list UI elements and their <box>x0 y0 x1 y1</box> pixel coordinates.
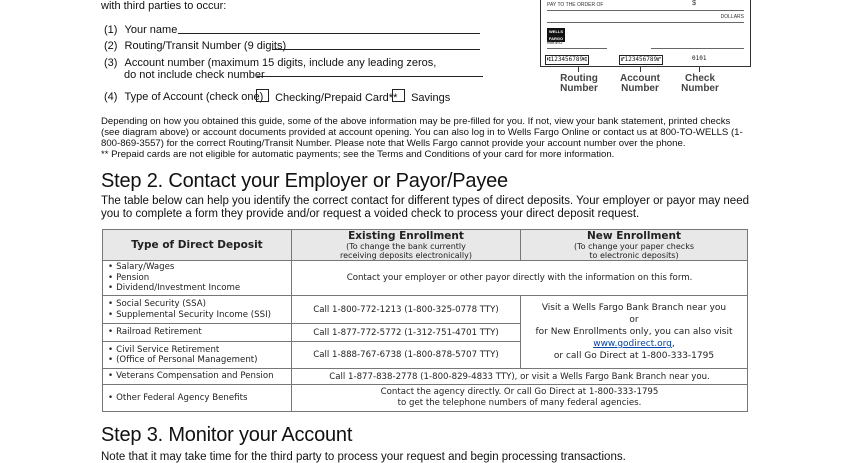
contact-cell: Contact the agency directly. Or call Go Direct at 1-800-333-1795 to get the telephone numbers of many federal agencies. <box>292 385 748 412</box>
account-type-label: Type of Account (check one) <box>124 91 264 103</box>
your-name-input-line[interactable] <box>178 23 480 34</box>
field-number: (2) <box>104 40 118 52</box>
table-row <box>103 385 748 412</box>
account-number-input-line[interactable] <box>257 66 483 77</box>
checking-option[interactable] <box>256 89 397 104</box>
dollars-line: DOLLARS <box>547 14 744 23</box>
col-new-header: New Enrollment (To change your paper checks to electronic deposits) <box>521 230 748 261</box>
col-type-header: Type of Direct Deposit <box>103 230 292 261</box>
routing-number-input-line[interactable] <box>272 39 480 50</box>
micr-check-number: 0101 <box>692 55 707 62</box>
micr-account-number: ⑈123456789⑈ <box>621 56 661 63</box>
field-label: Your name <box>124 24 178 36</box>
table-header-row <box>103 230 748 261</box>
account-arrow <box>640 66 641 72</box>
check-number-caption: Check Number <box>681 73 719 94</box>
existing-cell: Call 1-800-772-1213 (1-800-325-0778 TTY) <box>292 296 521 324</box>
table-row <box>103 296 748 324</box>
type-cell: • Other Federal Agency Benefits <box>103 385 292 412</box>
field-number: (4) <box>104 91 118 103</box>
signature-line <box>651 40 744 49</box>
routing-number-caption: Routing Number <box>560 73 598 94</box>
savings-label: Savings <box>411 92 451 104</box>
step2-heading: Step 2. Contact your Employer or Payor/Payee <box>101 170 508 192</box>
routing-arrow <box>578 66 579 72</box>
type-cell: • Railroad Retirement <box>103 324 292 342</box>
field-routing-number <box>104 40 286 52</box>
checking-label: Checking/Prepaid Card** <box>275 92 398 104</box>
field-number: (1) <box>104 24 118 36</box>
col-existing-header: Existing Enrollment (To change the bank currently receiving deposits electronically) <box>292 230 521 261</box>
micr-routing-number: ⑆123456789⑆ <box>547 56 587 63</box>
sample-check-image <box>540 0 751 67</box>
godirect-link[interactable]: www.godirect.org <box>593 339 672 349</box>
step3-text: Note that it may take time for the third party to process your request and begin processing transactions. <box>101 451 626 463</box>
step2-text: The table below can help you identify the correct contact for different types of direct deposits. Your employer or payor may need you to complete a form they provide and/or request a voided check to process your direct deposit request. <box>101 195 749 220</box>
type-cell: • Social Security (SSA) • Supplemental Security Income (SSI) <box>103 296 292 324</box>
type-cell: • Civil Service Retirement • (Office of Personal Management) <box>103 342 292 369</box>
table-row <box>103 261 748 296</box>
field-label-2: do not include check number <box>124 69 265 81</box>
account-number-caption: Account Number <box>620 73 660 94</box>
type-cell: • Veterans Compensation and Pension <box>103 369 292 385</box>
contact-cell: Contact your employer or other payor directly with the information on this form. <box>292 261 748 296</box>
notes-section <box>101 116 751 160</box>
intro-text: with third parties to occur: <box>101 0 227 12</box>
prepaid-note: ** Prepaid cards are not eligible for automatic payments; see the Terms and Conditions of your card for more information. <box>101 149 615 160</box>
check-number-arrow <box>699 66 700 72</box>
savings-checkbox[interactable] <box>392 89 405 102</box>
step3-heading: Step 3. Monitor your Account <box>101 424 353 446</box>
field-label: Routing/Transit Number (9 digits) <box>124 40 287 52</box>
type-cell: • Salary/Wages • Pension • Dividend/Investment Income <box>103 261 292 296</box>
field-number: (3) <box>104 57 118 69</box>
field-label: Account number (maximum 15 digits, include any leading zeros, <box>124 57 437 69</box>
checking-checkbox[interactable] <box>256 89 269 102</box>
existing-cell: Call 1-888-767-6738 (1-800-878-5707 TTY) <box>292 342 521 369</box>
existing-cell: Call 1-877-772-5772 (1-312-751-4701 TTY) <box>292 324 521 342</box>
savings-option[interactable] <box>392 89 450 104</box>
account-type-row <box>104 91 263 103</box>
notes-paragraph: Depending on how you obtained this guide, some of the above information may be pre-filled for you. If not, view your bank statement, printed checks (see diagram above) or account documents provided at account opening. You can also log in to Wells Fargo Online or contact us at 800-TO-WELLS (1-800-869-3557) for the correct Routing/Transit Number. Please note that Wells Fargo cannot provide your account number over the phone. <box>101 116 743 149</box>
pay-to-line: PAY TO THE ORDER OF $ <box>547 2 744 11</box>
wells-fargo-logo: WELLS FARGO <box>548 29 564 41</box>
direct-deposit-table <box>102 229 748 412</box>
memo-line: MEMO <box>547 40 607 49</box>
contact-cell: Call 1-877-838-2778 (1-800-829-4833 TTY), or visit a Wells Fargo Bank Branch near you. <box>292 369 748 385</box>
new-enrollment-cell: Visit a Wells Fargo Bank Branch near you or for New Enrollments only, you can also visit www.godirect.org, or call Go Direct at 1-800-333-1795 <box>521 296 748 369</box>
table-row <box>103 369 748 385</box>
